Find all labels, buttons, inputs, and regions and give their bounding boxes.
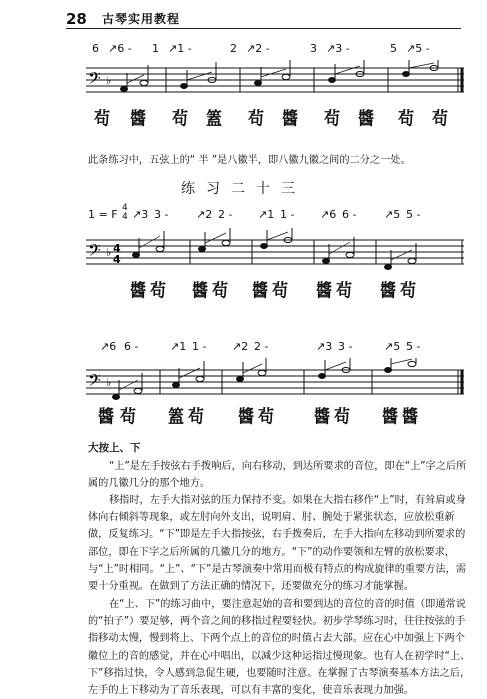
tab-char: 茍 bbox=[172, 108, 187, 130]
tab-char: 醬 bbox=[314, 406, 329, 428]
svg-text:𝄢: 𝄢 bbox=[88, 68, 101, 92]
jianpu-note: 2 - bbox=[254, 340, 269, 353]
tab-char: 醬 bbox=[238, 406, 253, 428]
tab-char: 醬 bbox=[380, 280, 395, 302]
tab-char: 茍 bbox=[324, 108, 339, 130]
ex19-note: ↗2 - bbox=[246, 42, 270, 55]
tab-char: 醬 bbox=[130, 280, 145, 302]
ex19-tablature bbox=[86, 106, 466, 132]
svg-text:𝄢: 𝄢 bbox=[88, 370, 101, 394]
tab-char: 茍 bbox=[336, 280, 351, 302]
svg-text:♭: ♭ bbox=[106, 246, 112, 259]
jianpu-note: 6 - bbox=[124, 340, 139, 353]
tab-char: 篕 bbox=[168, 406, 183, 428]
header-rule bbox=[66, 28, 461, 29]
jianpu-note: 5 - bbox=[406, 340, 421, 353]
tab-char: 醬 bbox=[130, 108, 145, 130]
tab-char: 醬 bbox=[252, 280, 267, 302]
ex23-tablature-line1 bbox=[86, 278, 466, 304]
tab-char: 茍 bbox=[212, 280, 227, 302]
ex19-jianpu bbox=[92, 42, 472, 56]
jianpu-note: ↗1 bbox=[258, 208, 275, 221]
jianpu-note: ↗2 bbox=[196, 208, 213, 221]
tab-char: 茍 bbox=[432, 108, 447, 130]
tab-char: 茍 bbox=[400, 280, 415, 302]
tab-char: 醬 bbox=[98, 406, 113, 428]
ex19-note: ↗5 - bbox=[406, 42, 430, 55]
svg-text:4: 4 bbox=[113, 242, 121, 255]
tab-char: 醬 bbox=[358, 108, 373, 130]
tab-char: 醬 bbox=[282, 108, 297, 130]
ex23-tablature-line2 bbox=[86, 404, 466, 430]
svg-text:♭: ♭ bbox=[106, 74, 112, 87]
jianpu-note: 3 - bbox=[154, 208, 169, 221]
tab-char: 茍 bbox=[188, 406, 203, 428]
jianpu-note: ↗1 bbox=[170, 340, 187, 353]
tab-char: 茍 bbox=[94, 108, 109, 130]
ex23-staff-line2 bbox=[86, 358, 466, 404]
ex19-note: 1 bbox=[152, 42, 159, 55]
time-signature-top: 4 bbox=[122, 203, 128, 213]
ex19-staff bbox=[86, 60, 466, 102]
exercise-title: 练习二十三 bbox=[181, 181, 306, 197]
ex19-note: 2 bbox=[230, 42, 237, 55]
svg-text:4: 4 bbox=[113, 253, 121, 266]
ex19-note: 6 bbox=[92, 42, 99, 55]
tab-char: 篕 bbox=[206, 108, 221, 130]
exercise-note: 此条练习中，五弦上的“ 半 ”是八徽半，即八徽九徽之间的二分之一处。 bbox=[88, 155, 411, 166]
jianpu-note: ↗3 bbox=[316, 340, 333, 353]
svg-text:♭: ♭ bbox=[106, 376, 112, 389]
tab-char: 醬 bbox=[382, 406, 397, 428]
book-title: 古琴实用教程 bbox=[102, 12, 181, 26]
section-heading: 大按上、下 bbox=[88, 442, 141, 454]
jianpu-note: ↗6 bbox=[100, 340, 117, 353]
jianpu-note: ↗2 bbox=[232, 340, 249, 353]
ex23-jianpu-line2 bbox=[88, 340, 472, 356]
jianpu-note: ↗5 bbox=[384, 208, 401, 221]
svg-text:𝄢: 𝄢 bbox=[88, 240, 101, 264]
jianpu-note: 1 - bbox=[192, 340, 207, 353]
ex19-note: ↗6 - bbox=[108, 42, 132, 55]
paragraph: 在“上、下”的练习曲中，要注意起始的音和要到达的音位的音的时值（即通常说的“拍子”）要足够，两个音之间的移指过程要轻快。初步学琴练习时，往往按弦的手指移动太慢，慢到将上、下两个点上的音位的时值占去大部。应在心中加强上下两个徽位上的音的感觉，并在心中唱出，以减少这种运指过慢现象。也有人在初学时“上、下”移指过快，令人感到急促生硬，也要随时注意。在掌握了古琴演奏基本方法之后，左手的上下移动为了音乐表现，可以有丰富的变化，使音乐表现力加强。 bbox=[88, 599, 471, 697]
ex23-jianpu-line1 bbox=[88, 203, 472, 224]
tab-char: 茍 bbox=[258, 406, 273, 428]
tab-char: 醬 bbox=[316, 280, 331, 302]
tab-char: 茍 bbox=[150, 280, 165, 302]
ex19-note: ↗1 - bbox=[168, 42, 192, 55]
jianpu-note: 3 - bbox=[338, 340, 353, 353]
jianpu-note: ↗3 bbox=[132, 208, 149, 221]
jianpu-note: 5 - bbox=[406, 208, 421, 221]
jianpu-note: 1 - bbox=[280, 208, 295, 221]
page-header bbox=[0, 0, 487, 30]
jianpu-note: ↗5 bbox=[384, 340, 401, 353]
tab-char: 茍 bbox=[120, 406, 135, 428]
ex19-note: 5 bbox=[390, 42, 397, 55]
tab-char: 茍 bbox=[334, 406, 349, 428]
tab-char: 茍 bbox=[272, 280, 287, 302]
page-number: 28 bbox=[66, 10, 87, 28]
jianpu-note: 2 - bbox=[218, 208, 233, 221]
tab-char: 茍 bbox=[398, 108, 413, 130]
tab-char: 醬 bbox=[192, 280, 207, 302]
paragraph: 移指时，左手大指对弦的压力保持不变。如果在大指右移作“上”时，有耸肩或身体向右倾斜等现象，或左肘向外支出，说明肩、肘、腕处于紧张状态，应放松重新做，反复练习。“下”即是左手大指按弦，右手拨奏后，左手大指向左移动到所要求的部位，即在下字之后所属的几徽几分的地方。“下”的动作要领和左臂的放松要求，与“上”时相同。“上”、“下”是古琴演奏中常用而极有特点的构成旋律的重要方法，需要十分重视。在做到了方法正确的情况下，还要做充分的练习才能掌握。 bbox=[88, 495, 467, 593]
paragraph: “上”是左手按弦右手拨响后，向右移动，到达所要求的音位，即在“上”字之后所属的几徽几分的那个地方。 bbox=[88, 461, 467, 490]
time-signature-bottom: 4 bbox=[122, 212, 128, 222]
ex19-note: ↗3 - bbox=[326, 42, 350, 55]
jianpu-note: ↗6 bbox=[320, 208, 337, 221]
tab-char: 醬 bbox=[402, 406, 417, 428]
jianpu-note: 6 - bbox=[342, 208, 357, 221]
ex23-staff-line1 bbox=[86, 228, 466, 274]
key-signature: 1 = F bbox=[88, 208, 118, 221]
tab-char: 茍 bbox=[248, 108, 263, 130]
ex19-note: 3 bbox=[310, 42, 317, 55]
